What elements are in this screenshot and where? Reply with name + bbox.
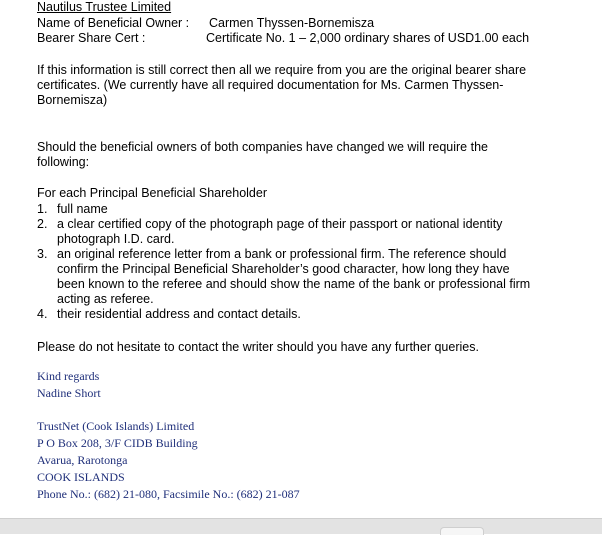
list-item-line: an original reference letter from a bank or professional firm. The reference should bbox=[57, 247, 507, 261]
viewer-bottom-bar bbox=[0, 518, 602, 534]
list-item-line: confirm the Principal Beneficial Shareholder’s good character, how long they have bbox=[57, 262, 510, 276]
cert-value: Certificate No. 1 – 2,000 ordinary shares of USD1.00 each bbox=[206, 31, 530, 45]
list-item-line: been known to the referee and should show the name of the bank or professional firm bbox=[57, 277, 531, 291]
list-item-line: photograph I.D. card. bbox=[57, 232, 175, 246]
list-number: 3. bbox=[37, 247, 48, 261]
signer-company: TrustNet (Cook Islands) Limited bbox=[37, 419, 195, 433]
list-number: 4. bbox=[37, 307, 48, 321]
company-name: Nautilus Trustee Limited bbox=[37, 0, 172, 14]
list-item-line: a clear certified copy of the photograph page of their passport or national identity bbox=[57, 217, 503, 231]
phone-fax: Phone No.: (682) 21-080, Facsimile No.: (682) 21-087 bbox=[37, 487, 300, 501]
list-item bbox=[37, 247, 557, 307]
regards: Kind regards bbox=[37, 369, 100, 383]
requirements-list bbox=[37, 202, 557, 322]
page-indicator-tab[interactable] bbox=[440, 527, 484, 535]
list-item-line: their residential address and contact details. bbox=[57, 307, 301, 321]
cert-label: Bearer Share Cert : bbox=[37, 31, 146, 45]
paragraph-2-line: following: bbox=[37, 155, 90, 169]
list-item-line: full name bbox=[57, 202, 108, 216]
list-item bbox=[37, 202, 557, 217]
address-country: COOK ISLANDS bbox=[37, 470, 125, 484]
list-item bbox=[37, 217, 557, 247]
paragraph-1-line: certificates. (We currently have all required documentation for Ms. Carmen Thyssen- bbox=[37, 78, 504, 92]
owner-label: Name of Beneficial Owner : bbox=[37, 16, 190, 30]
list-item-line: acting as referee. bbox=[57, 292, 154, 306]
list-number: 2. bbox=[37, 217, 48, 231]
paragraph-1-line: If this information is still correct then all we require from you are the original bearer share bbox=[37, 63, 527, 77]
beneficial-owner-row bbox=[37, 16, 374, 31]
list-intro: For each Principal Beneficial Shareholder bbox=[37, 186, 267, 200]
list-item bbox=[37, 307, 557, 322]
address-line-1: P O Box 208, 3/F CIDB Building bbox=[37, 436, 198, 450]
paragraph-2 bbox=[37, 140, 557, 170]
bearer-share-row bbox=[37, 31, 529, 46]
paragraph-1-line: Bornemisza) bbox=[37, 93, 108, 107]
closing-sentence: Please do not hesitate to contact the writer should you have any further queries. bbox=[37, 340, 479, 354]
list-number: 1. bbox=[37, 202, 48, 216]
owner-value: Carmen Thyssen-Bornemisza bbox=[209, 16, 375, 30]
paragraph-2-line: Should the beneficial owners of both companies have changed we will require the bbox=[37, 140, 488, 154]
signer-name: Nadine Short bbox=[37, 386, 101, 400]
address-line-2: Avarua, Rarotonga bbox=[37, 453, 128, 467]
paragraph-1 bbox=[37, 63, 557, 108]
